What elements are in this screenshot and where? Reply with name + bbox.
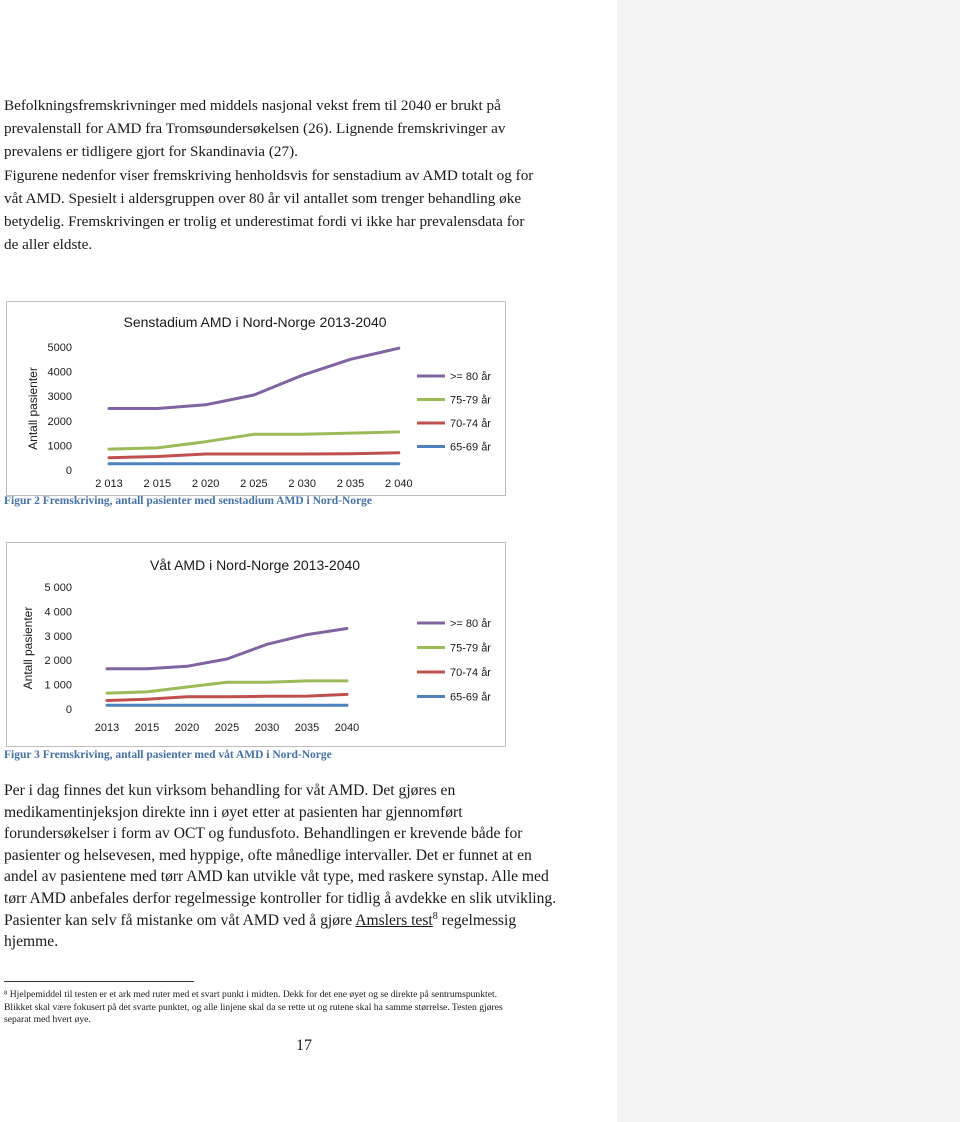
y-tick-label: 4 000: [44, 606, 72, 619]
y-axis-label: Antall pasienter: [26, 367, 40, 450]
amslers-test-link[interactable]: Amslers test: [355, 911, 433, 929]
y-tick-label: 0: [65, 704, 72, 716]
chart-title: Senstadium AMD i Nord-Norge 2013-2040: [123, 314, 387, 330]
y-tick-label: 2 000: [44, 655, 72, 668]
series-line-2: [107, 694, 347, 700]
text-line: Befolkningsfremskrivninger med middels nasjonal vekst frem til 2040 er brukt på: [4, 97, 501, 114]
series-line-1: [109, 432, 399, 449]
series-line-2: [109, 453, 399, 458]
footnote-reference[interactable]: 8: [432, 910, 438, 922]
chart-senstadium-amd-svg: [7, 302, 505, 495]
legend-label: 70-74 år: [450, 418, 491, 430]
figure-3-caption: Figur 3 Fremskriving, antall pasienter med våt AMD i Nord-Norge: [4, 749, 332, 761]
text-line: forundersøkelser i form av OCT og fundusfoto. Behandlingen er krevende både for: [4, 825, 523, 843]
x-tick-label: 2 030: [288, 478, 316, 490]
y-tick-label: 1000: [47, 440, 72, 453]
y-axis-label: Antall pasienter: [21, 606, 35, 690]
x-tick-label: 2 035: [336, 478, 365, 490]
footnote-line: separat med hvert øye.: [4, 1014, 91, 1025]
text-line: medikamentinjeksjon direkte inn i øyet etter at pasienten har gjennomført: [4, 803, 463, 821]
text-fragment: regelmessig: [437, 911, 517, 929]
text-line: prevalenstall for AMD fra Tromsøundersøkelsen (26). Lignende fremskrivinger av: [4, 120, 506, 137]
chart-vat-amd: [6, 542, 506, 747]
text-line: [4, 910, 556, 932]
chart-senstadium-amd: [6, 301, 506, 496]
x-tick-label: 2030: [254, 722, 280, 734]
text-line: pasienter og helsevesen, med hyppige, ofte månedlige intervaller. Det er funnet at en: [4, 846, 532, 864]
x-tick-label: 2 025: [240, 478, 268, 490]
y-tick-label: 5000: [47, 342, 72, 354]
x-tick-label: 2 020: [191, 478, 220, 490]
legend-label: 75-79 år: [450, 642, 491, 655]
series-line-1: [107, 681, 347, 693]
paragraph-treatment: [4, 780, 556, 953]
x-tick-label: 2020: [174, 722, 200, 734]
x-tick-label: 2040: [334, 722, 360, 734]
footnote-line: ⁸ Hjelpemiddel til testen er et ark med ruter med et svart punkt i midten. Dekk for det ene øyet og se direkte på sentrumspunktet.: [4, 989, 498, 1000]
chart-vat-amd-svg: [7, 543, 505, 746]
legend-label: 65-69 år: [450, 691, 491, 704]
chart-title: Våt AMD i Nord-Norge 2013-2040: [149, 557, 361, 573]
page-number: 17: [296, 1037, 312, 1054]
legend-label: 75-79 år: [450, 394, 491, 407]
text-line: prevalens er tidligere gjort for Skandinavia (27).: [4, 143, 298, 160]
footnote-divider: [4, 981, 194, 982]
legend-label: 65-69 år: [450, 441, 491, 454]
paragraph-population-projection: [4, 94, 506, 163]
y-tick-label: 3000: [47, 391, 72, 404]
x-tick-label: 2015: [134, 722, 160, 734]
x-tick-label: 2025: [214, 722, 240, 734]
legend-label: 70-74 år: [450, 667, 491, 679]
y-tick-label: 5 000: [44, 582, 72, 594]
x-tick-label: 2 015: [143, 478, 172, 490]
page-margin-band: [617, 0, 960, 1122]
text-line: andel av pasientene med tørr AMD kan utvikle våt type, med raskere synstap. Alle med: [4, 868, 549, 886]
legend-label: >= 80 år: [450, 618, 491, 630]
text-fragment: Pasienter kan selv få mistanke om våt AMD ved å gjøre: [4, 911, 356, 929]
paragraph-figure-intro: [4, 164, 533, 256]
series-line-0: [107, 629, 347, 669]
x-tick-label: 2 013: [95, 478, 123, 490]
legend-label: >= 80 år: [450, 371, 491, 383]
text-line: Per i dag finnes det kun virksom behandling for våt AMD. Det gjøres en: [4, 782, 456, 799]
text-line: betydelig. Fremskrivingen er trolig et underestimat fordi vi ikke har prevalensdata for: [4, 213, 525, 230]
series-line-0: [109, 348, 399, 408]
y-tick-label: 1 000: [44, 679, 72, 692]
text-line: Figurene nedenfor viser fremskriving henholdsvis for senstadium av AMD totalt og for: [4, 167, 534, 184]
y-tick-label: 0: [65, 465, 72, 477]
text-line: våt AMD. Spesielt i aldersgruppen over 80 år vil antallet som trenger behandling øke: [4, 190, 522, 207]
text-line: tørr AMD anbefales derfor regelmessige kontroller for tidlig å avdekke en slik utvikling.: [4, 889, 557, 907]
y-tick-label: 4000: [47, 366, 72, 379]
x-tick-label: 2035: [294, 722, 320, 734]
x-tick-label: 2 040: [385, 478, 413, 490]
x-tick-label: 2013: [94, 722, 120, 734]
text-line: de aller eldste.: [4, 236, 93, 253]
y-tick-label: 3 000: [44, 630, 72, 643]
text-line: hjemme.: [4, 933, 59, 951]
y-tick-label: 2000: [47, 415, 72, 428]
footnote-line: Blikket skal være fokusert på det svarte punktet, og alle linjene skal da se rette ut og rutene skal ha samme størrelse. Testen gjøres: [4, 1001, 503, 1013]
figure-2-caption: Figur 2 Fremskriving, antall pasienter med senstadium AMD i Nord-Norge: [4, 495, 372, 507]
footnote: [4, 989, 503, 1027]
